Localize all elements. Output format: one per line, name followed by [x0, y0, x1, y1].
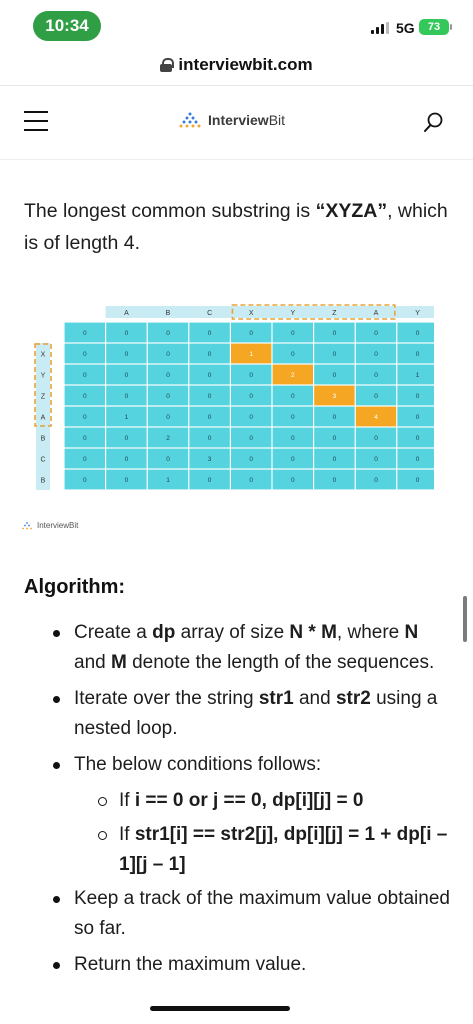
url-text: interviewbit.com	[178, 54, 313, 74]
cell-value: 0	[166, 456, 170, 463]
battery-icon: 73	[419, 19, 449, 35]
column-header: Y	[415, 310, 420, 317]
cell-value: 0	[207, 435, 212, 442]
cell-value: 0	[332, 330, 337, 337]
cell-value: 0	[415, 393, 420, 400]
cell-value: 0	[82, 351, 87, 358]
cell-value: 0	[415, 330, 420, 337]
cell-value: 0	[290, 456, 295, 463]
cell-value: 0	[207, 414, 212, 421]
cell-value: 0	[82, 414, 87, 421]
search-icon[interactable]	[423, 111, 445, 133]
algorithm-list	[24, 618, 454, 986]
cell-value: 0	[82, 477, 87, 484]
column-header: C	[207, 310, 213, 317]
cell-value: 0	[249, 330, 254, 337]
cell-value: 0	[415, 477, 420, 484]
cell-value: 3	[207, 456, 212, 463]
cell-value: 0	[415, 414, 420, 421]
cell-value: 0	[374, 393, 378, 400]
lock-icon	[160, 58, 172, 72]
cell-value: 0	[415, 351, 420, 358]
network-label: 5G	[396, 20, 415, 36]
cell-value: 0	[374, 456, 378, 463]
cell-value: 0	[332, 435, 337, 442]
cell-value: 0	[124, 372, 129, 379]
cell-value: 0	[82, 330, 87, 337]
cell-value: 0	[249, 372, 254, 379]
cell-value: 0	[207, 330, 212, 337]
cell-value: 0	[82, 393, 87, 400]
cell-value: 0	[166, 393, 170, 400]
cell-value: 0	[249, 477, 254, 484]
cell-value: 0	[332, 372, 337, 379]
cell-value: 0	[124, 477, 129, 484]
row-header: Z	[40, 393, 46, 401]
home-indicator[interactable]	[150, 1006, 290, 1011]
list-item: Return the maximum value.	[24, 950, 454, 980]
column-header: Z	[332, 310, 337, 317]
column-header: Y	[290, 310, 296, 317]
cell-value: 0	[124, 393, 129, 400]
list-item: Keep a track of the maximum value obtained so far.	[24, 884, 454, 944]
column-header: A	[124, 310, 129, 317]
cell-value: 0	[290, 330, 295, 337]
list-item: The below conditions follows:	[24, 750, 454, 780]
sub-list-item: If i == 0 or j == 0, dp[i][j] = 0	[24, 786, 454, 816]
dp-table-figure	[14, 302, 434, 534]
cell-value: 0	[374, 477, 378, 484]
cell-value: 0	[290, 393, 295, 400]
cell-value: 0	[332, 477, 337, 484]
row-header: B	[40, 477, 46, 485]
cell-value: 0	[166, 414, 170, 421]
cell-value: 0	[124, 456, 129, 463]
cell-value: 0	[290, 477, 295, 484]
sub-list-item: If str1[i] == str2[j], dp[i][j] = 1 + dp[i – 1][j – 1]	[24, 820, 454, 880]
intro-highlight: “XYZA”	[315, 200, 388, 222]
cell-value: 0	[249, 393, 254, 400]
cell-value: 0	[124, 435, 129, 442]
cell-value: 0	[207, 477, 212, 484]
cell-value: 0	[207, 393, 212, 400]
logo-icon	[176, 112, 204, 128]
figure-logo	[20, 521, 78, 530]
site-logo[interactable]	[176, 112, 285, 128]
row-header: A	[40, 414, 46, 422]
row-header: B	[40, 435, 46, 443]
row-header: X	[40, 351, 46, 359]
cell-value: 0	[166, 330, 170, 337]
column-header: B	[165, 310, 171, 317]
cell-value: 1	[249, 351, 254, 358]
cell-value: 0	[82, 372, 87, 379]
list-item: Create a dp array of size N * M, where N and M denote the length of the sequences.	[24, 618, 454, 678]
column-header: X	[248, 310, 254, 317]
cell-value: 0	[374, 435, 378, 442]
status-time: 10:34	[33, 11, 101, 41]
cell-value: 0	[249, 435, 254, 442]
cell-value: 0	[290, 351, 295, 358]
cell-value: 0	[332, 414, 337, 421]
status-bar	[0, 0, 473, 44]
cell-value: 0	[249, 456, 254, 463]
cell-value: 0	[124, 330, 129, 337]
cell-value: 0	[374, 330, 378, 337]
list-item: Iterate over the string str1 and str2 using a nested loop.	[24, 684, 454, 744]
cell-value: 1	[415, 372, 420, 379]
cell-value: 0	[290, 435, 295, 442]
algorithm-heading: Algorithm:	[24, 576, 126, 598]
cell-value: 0	[166, 351, 170, 358]
column-header: A	[373, 310, 379, 317]
cell-value: 0	[124, 351, 129, 358]
intro-paragraph: The longest common substring is “XYZA”, which is of length 4.	[24, 200, 448, 254]
figure-logo-text: InterviewBit	[37, 521, 79, 530]
site-header	[0, 86, 473, 160]
figure-logo-icon	[20, 522, 34, 530]
cell-value: 0	[249, 414, 254, 421]
logo-text: InterviewBit	[208, 112, 286, 128]
row-header: C	[40, 456, 46, 464]
cell-value: 0	[207, 351, 212, 358]
cell-value: 0	[166, 372, 170, 379]
cell-value: 2	[290, 372, 295, 379]
signal-icon	[371, 22, 389, 34]
cell-value: 0	[415, 456, 420, 463]
cell-value: 0	[290, 414, 295, 421]
cell-value: 0	[332, 351, 337, 358]
cell-value: 0	[332, 456, 337, 463]
cell-value: 0	[374, 372, 378, 379]
column-header-strip	[106, 306, 434, 318]
cell-value: 0	[82, 456, 87, 463]
cell-value: 4	[374, 414, 378, 421]
menu-icon[interactable]	[24, 111, 48, 131]
cell-value: 1	[124, 414, 129, 421]
cell-value: 0	[82, 435, 87, 442]
cell-value: 3	[332, 393, 337, 400]
cell-value: 2	[166, 435, 170, 442]
scrollbar[interactable]	[463, 596, 467, 642]
cell-value: 0	[207, 372, 212, 379]
row-header: Y	[40, 372, 46, 380]
url-bar[interactable]	[0, 44, 473, 86]
cell-value: 1	[166, 477, 170, 484]
cell-value: 0	[374, 351, 378, 358]
cell-value: 0	[415, 435, 420, 442]
